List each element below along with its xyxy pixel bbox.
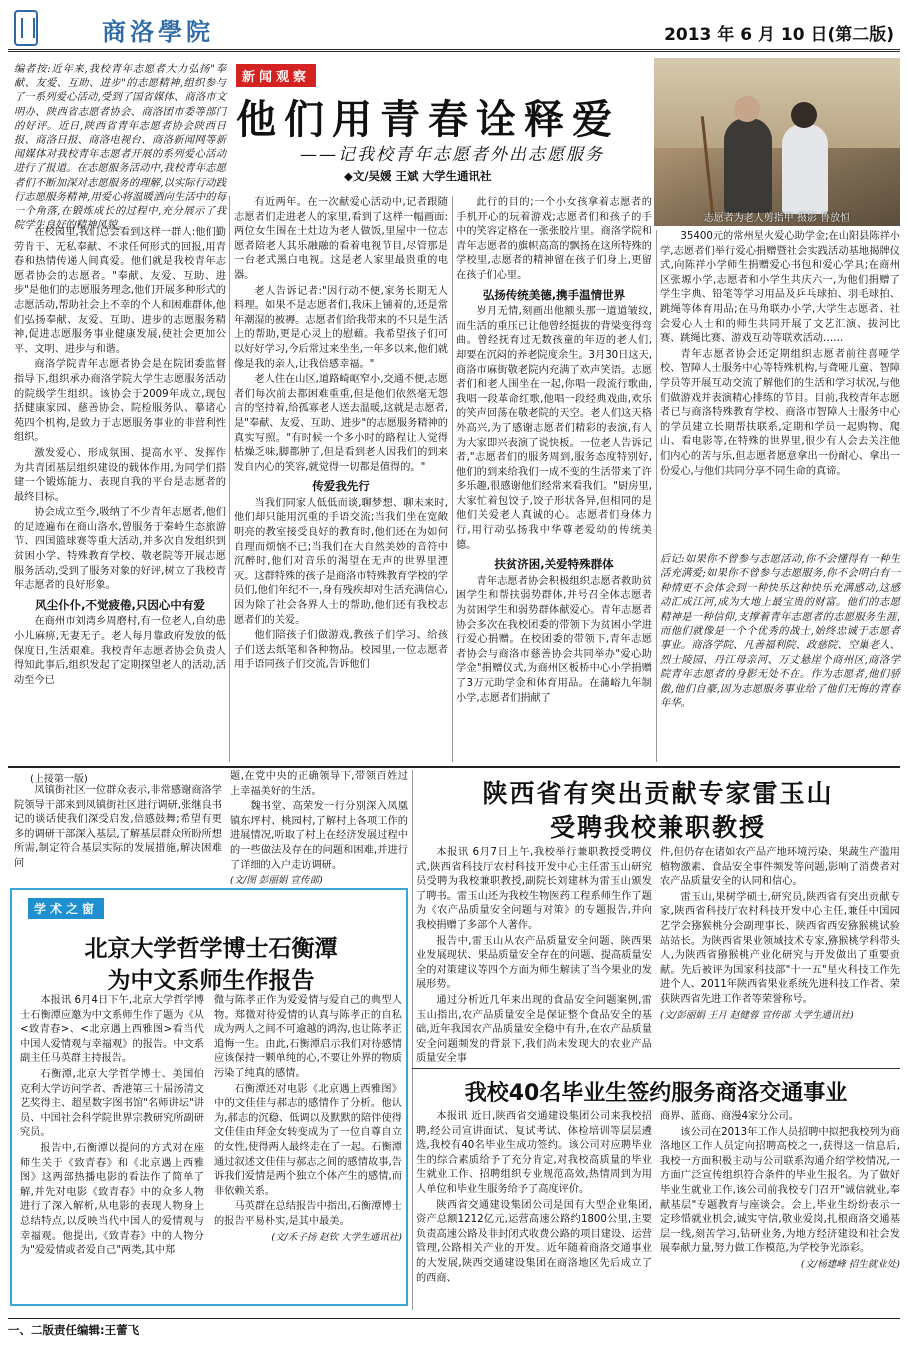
article-credit: (文/彭丽娟 王月 赵健蓉 宣传部 大学生通讯社) <box>660 1009 854 1021</box>
section-divider <box>8 766 900 768</box>
paragraph: 件,但仍存在诸如农产品产地环境污染、果蔬生产滥用植物激素、食品安全事件频发等问题,影响了消费者对农产品质量安全的认同和信心。 <box>660 847 900 888</box>
lei-column-2 <box>660 846 900 1062</box>
academic-column-1 <box>20 994 204 1300</box>
paragraph: 马英群在总结报告中指出,石衡潭博士的报告平易朴实,是其中最美。 <box>214 1201 402 1227</box>
column-divider <box>412 770 413 1310</box>
feature-column-3 <box>456 196 652 762</box>
paragraph: 雷玉山,果树学硕士,研究员,陕西省有突出贡献专家,陕西省科技厅农村科技开发中心主任,兼任中国园艺学会猕猴桃分会副理事长、陕西省西安猕猴桃试验站站长。为陕西省果业领域技术专家,猕猴桃学科带头人,为陕西省猕猴桃产业化研究与开发做出了重要贡献。先后被评为国家科技部"十一五"星火科技工作先进个人、2011年陕西省果业系统先进科技工作者、荣获陕西省先进工作者等荣誉称号。 <box>660 891 900 1005</box>
paragraph: 报告中,雷玉山从农产品质量安全问题、陕西果业发展现状、果品质量安全存在的问题、提高质量安全的对策建议等四个方面为师生解读了当今果业的发展形势。 <box>416 935 652 991</box>
photo-volunteer-head <box>791 102 817 128</box>
paragraph: 该公司在2013年工作人员招聘中拟把我校列为商洛地区工作人员定向招聘高校之一,获得这一信息后,我校一方面积极主动与公司联系沟通介绍学校情况,一方面广泛宣传组织符合条件的毕业生报名。为了做好毕业生就业工作,该公司前我校专门召开"诚信就业,奉献基层"专题教育与座谈会。会上,毕业生纷纷表示一定珍惜就业机会,诚实守信,敬业爱岗,扎根商洛交通基层一线,刻苦学习,钻研业务,为地方经济建设和社会发展奉献力量,努力做工作模范,为学校争光添彩。 <box>660 1126 900 1255</box>
paragraph: 青年志愿者协会积极组织志愿者救助贫困学生和帮扶弱势群体,并号召全体志愿者为贫困学生和弱势群体献爱心。青年志愿者协会多次在我校团委的带领下为贫困小学进行爱心捐赠。在校团委的带领下,青年志愿者协会与商洛市慈善协会共同举办"爱心助学金"捐赠仪式,为商州区板桥中心小学捐赠了3万元助学金和体育用品。在蒲峪九年制小学,志愿者们捐献了 <box>456 575 652 704</box>
paragraph: 此行的目的;一个小女孩拿着志愿者的手机开心的玩着游戏;志愿者们和孩子的手中的笑容定格在一张张胶片里。商洛学院和青年志愿者的旗帜高高的飘扬在这所特殊的学校里,志愿者的精神留在孩子们身上,更留在孩子们心里。 <box>456 197 652 281</box>
paragraph: 老人告诉记者:"因行动不便,家务长期无人料理。如果不是志愿者们,我床上铺着的,还是常年潮湿的被褥。志愿者们给我带来的不只是生活上的帮助,更是心灵上的慰藉。我希望孩子们可以好好学习,今后常过来坐坐,一年多以来,他们就像是我的亲人,让我倍感幸福。" <box>234 285 448 370</box>
feature-afterword: 后记:如果你不曾参与志愿活动,你不会懂得有一种生活充满爱;如果你不曾参与志愿服务,你不会明白有一种情更不会体会到一种快乐这种快乐充满感动,这感动汇成江河,成为大地上最宝贵的财富。他们的志愿精神是一种信仰,支撑着青年志愿者的志愿服务生涯,而他们就像是一个个优秀的战士,始终忠诚于志愿者事业。商洛学院、凡善福利院、政慈院、空巢老人、烈士陵园、丹江母亲河、万丈悬崖个商州区,商洛学院青年志愿者的身影无处不在。作为志愿者,他们骄傲,他们自豪,因为志愿服务事业给了他们无悔的青春年华。 <box>660 553 900 710</box>
article-credit: (文/杨建峰 招生就业处) <box>800 1258 900 1270</box>
subheading: 扶贫济困,关爱特殊群体 <box>494 557 614 572</box>
photo-caption: 志愿者为老人剪指甲 摄影 鲁放恒 <box>703 213 851 224</box>
paragraph: 本报讯 近日,陕西省交通建设集团公司来我校招聘,经公司宣讲面试、复试考试、体检培训等层层遴选,我校有40名毕业生成功签约。该公司对应聘毕业生的综合素质给予了充分肯定,对我校高质量的毕业生就业工作、招聘组织专业规范高效,热情周到为用人单位和毕业生服务给予了高度评价。 <box>416 1111 652 1195</box>
column-divider <box>656 230 657 762</box>
paragraph: 凤镇街社区一位群众表示,非常感谢商洛学院领导干部来到凤镇街社区进行调研,张继良书记的谈话使我们深受启发,倍感鼓舞;希望有更多的调研干部深入基层,了解基层群众所盼所想所需,制定符合基层实际的发展措施,解决困难问 <box>14 785 222 869</box>
feature-column-1 <box>14 226 226 762</box>
paragraph: 题,在党中央的正确领导下,带领百姓过上幸福美好的生活。 <box>230 771 408 797</box>
paragraph: 陕西省交通建设集团公司是国有大型企业集团,资产总额1212亿元,运营高速公路约1800公里,主要负责高速公路及非封闭式收费公路的项目建设、运营管理,公路相关产业的开发。近年随着商洛交通事业的大发展,陕西交通建设集团在商洛地区先后成立了的西商、 <box>416 1199 652 1284</box>
feature-column-2 <box>234 196 448 762</box>
paragraph: 在商州市刘湾乡周磨村,有一位老人,自幼患小儿麻痹,无妻无子。老人每月靠政府发放的低保度日,生活艰难。我校青年志愿者协会负责人得知此事后,组织发起了定期探望老人的活动,活动至今已 <box>14 616 226 686</box>
feature-headline: 他们用青春诠释爱 <box>236 97 620 143</box>
issue-date: 2013 年 6 月 10 日(第二版) <box>664 25 894 45</box>
paragraph: 商界、蓝商、商漫4家分公司。 <box>660 1111 799 1122</box>
paragraph: 石衡潭还对电影《北京遇上西雅图》中的文佳佳与郝志的感情作了分析。他认为,郝志的沉稳、低调以及默默的陪伴使得文佳佳由拜金女转变成为了一位自尊自立的女性,使得两人最终走在了一起。石衡潭通过叙述文佳佳与郝志之间的感情故事,告诉我们爱情是两个独立个体产生的感情,而非依赖关系。 <box>214 1083 402 1197</box>
paragraph: 报告中,石衡潭以提问的方式对在座师生关于《致青春》和《北京遇上西雅图》这两部热播电影的看法作了简单了解,并先对电影《致青春》中的众多人物进行了深入解析,从电影的表现人物身上总结特点,以反映当代中国人的爱情观与幸福观。他提出,《致青春》中的人物分为"爱爱情或者爱自己"两类,其中郑 <box>20 1142 204 1257</box>
paragraph: 微与陈孝正作为爱爱情与爱自己的典型人物。郑微对待爱情的认真与陈孝正的自私成为两人之间不可逾越的鸿沟,也让陈孝正追悔一生。由此,石衡潭启示我们对待感情应该保持一颗单纯的心,不要让外界的物质污染了纯真的感情。 <box>214 995 402 1079</box>
paragraph: 青年志愿者协会还定期组织志愿者前往喜哑学校、智障人士服务中心等特殊机构,与聋哑儿童、智障学员等开展互动交流了解他们的生活和学习状况,与他们做游戏并表演精心排练的节目。目前,我校青年志愿者已与商洛特殊教育学校、商洛市智障人士服务中心的学员建立长期帮扶联系,定期和学员一起购物、爬山、看电影等,在特殊的世界里,很少有人会去关注他们内心的苦与乐,但志愿者愿意拿出一份耐心、拿出一份爱心,与他们共同分享不同生命的真谛。 <box>660 348 900 477</box>
lei-headline-line1: 陕西省有突出贡献专家雷玉山 <box>482 779 834 808</box>
paragraph: 本报讯 6月7日上午,我校举行兼职教授受聘仪式,陕西省科技厅农村科技开发中心主任雷玉山研究员受聘为我校兼职教授,副院长刘建林为雷玉山颁发了聘书。雷玉山还为我校生物医药工程系师生作了题为《农产品质量安全问题与对策》的专题报告,并向我校捐赠了多部个人著作。 <box>416 847 652 931</box>
paragraph: 35400元的常州星火爱心助学金;在山阳县陈祥小学,志愿者们举行爱心捐赠暨社会实践活动基地揭牌仪式,向陈祥小学师生捐赠爱心书包和爱心学具;在商州区张塬小学,志愿者和小学生共庆六一,为他们捐赠了学生字典、铅笔等学习用品及乒乓球拍、羽毛球拍、跳绳等体育用品;在马角联办小学,大学生志愿者、社会爱心人士和的师生共同开展了文艺汇演、拔河比赛、跳绳比赛、游戏互动等联欢活动…… <box>660 231 900 345</box>
subheading: 风尘仆仆,不觉疲倦,只因心中有爱 <box>35 597 205 612</box>
subheading: 传爱我先行 <box>312 479 370 494</box>
lei-headline-line2: 受聘我校兼职教授 <box>549 813 766 842</box>
jiaotong-column-1 <box>416 1110 652 1310</box>
feature-column-4 <box>660 230 900 548</box>
photo-background <box>654 58 900 148</box>
photo-volunteer <box>782 124 828 214</box>
jiaotong-column-2 <box>660 1110 900 1310</box>
article-credit: (文/图 彭丽娟 宣传部) <box>230 875 323 887</box>
academic-window-box <box>10 888 408 1306</box>
masthead-ornament-icon <box>14 10 38 46</box>
paragraph: 通过分析近几年来出现的食品安全问题案例,雷玉山指出,农产品质量安全是保证整个食品安全的基础,近年我国农产品质量安全稳中有升,在农产品质量安全问题频发的背景下,我们尚未发现大的农业产品质量安全事 <box>416 994 652 1065</box>
paragraph: 激发爱心、形成氛围、提高水平、发挥作为共青团基层组织建设的载体作用,为同学们搭建一个锻炼能力、表现自我的平台是志愿者的最终目标。 <box>14 447 226 503</box>
paragraph: 魏书堂、高荣发一行分别深入凤凰镇东坪村、桃园村,了解村上各项工作的进展情况,听取了村上在经济发展过程中的一些做法及存在的问题和困难,并进行了详细的入户走访调研。 <box>230 801 408 871</box>
paragraph: 岁月无情,刻画出他额头那一道道皱纹,而生活的重压已让他曾经挺拔的背梁变得弯曲。曾经抚育过无数孩童的年迈的老人们,却要在沉闷的养老院度余生。3月30日这天,商洛市麻街敬老院内充满了欢声笑语。志愿者们和老人围坐在一起,你唱一段流行歌曲,我唱一段革命红歌,他唱一段经典戏曲,欢乐的笑声回荡在敬老院的天空。老人们这天格外高兴,为了感谢志愿者们精彩的表演,有人为大家即兴表演了说快板。一位老人告诉记者,"志愿者们的服务周到,服务态度特别好,他们的到来给我们一成不变的生活带来了许多乐趣,很感谢他们经常来看我们。"厨房里,大家忙着包饺子,饺子形状各异,但相同的是他们关爱老人真诚的心。志愿者们身体力行,用行动弘扬我中华尊老爱幼的传统美德。 <box>456 306 652 551</box>
section-tag-news: 新闻观察 <box>236 64 316 87</box>
academic-column-2 <box>214 994 402 1300</box>
page-footer: 一、二版责任编辑:王蕾飞 <box>8 1318 900 1338</box>
column-divider <box>452 196 453 762</box>
paragraph: 石衡潭,北京大学哲学博士、美国伯克利大学访问学者、香港第三十届汤清文艺奖得主、超星数字图书馆"名师讲坛"讲员、中国社会科学院世界宗教研究所副研究员。 <box>20 1068 204 1139</box>
column-divider <box>229 196 230 762</box>
continued-column-1 <box>14 784 222 882</box>
feature-photo <box>654 58 900 226</box>
academic-headline-line1: 北京大学哲学博士石衡潭 <box>84 936 338 962</box>
paragraph: 老人住在山区,道路崎岖窄小,交通不便,志愿者们每次前去都困难重重,但是他们依然毫无怨言的坚持着,给孤寡老人送去温暖,这就是志愿者,是"奉献、友爱、互助、进步"的志愿服务精神的真实写照。"有时候一个多小时的路程让人觉得枯燥乏味,脚都肿了,但是看到老人因我们的到来发自内心的笑容,就觉得一切都是值得的。" <box>234 374 448 473</box>
paragraph: 本报讯 6月4日下午,北京大学哲学博士石衡潭应邀为中文系师生作了题为《从<致青春>、<北京遇上西雅图>看当代中国人爱情观与幸福观》的报告。中文系副主任马英群主持报告。 <box>20 995 204 1065</box>
photo-elderly-man <box>724 118 772 213</box>
paragraph: 他们陪孩子们做游戏,教孩子们学习、给孩子们送去纸笔和各种物品。校园里,一位志愿者用手语同孩子们交流,告诉他们 <box>234 630 448 671</box>
newspaper-logo: 商洛學院 <box>102 17 214 46</box>
paragraph: 协会成立至今,吸纳了不少青年志愿者,他们的足迹遍布在商山洛水,曾服务于秦岭生态旅游节、四国篮球赛等重大活动,并多次自发组织到贫困小学、特殊教育学校、敬老院等开展志愿服务活动,受到了服务对象的好评,树立了我校青年志愿者的良好形象。 <box>14 507 226 592</box>
section-divider <box>412 1068 900 1069</box>
paragraph: 有近两年。在一次献爱心活动中,记者跟随志愿者们走进老人的家里,看到了这样一幅画面:两位女生围在土灶边为老人做饭,里屋中一位志愿者陪老人其乐融融的看着电视节目,尽管那是一台老式黑白电视。这是老人家里最贵重的电器。 <box>234 197 448 281</box>
masthead <box>8 6 900 52</box>
academic-headline-line2: 为中文系师生作报告 <box>107 968 315 994</box>
paragraph: 当我们同家人低低而谈,聊梦想、聊未来时,他们却只能用沉重的手语交流;当我们坐在宽敞明亮的教室接受良好的教育时,他们还在为如何自理而烦恼不已;当我们在大自然美妙的音符中沉醉时,他们对音乐的渴望在无声的世界里湮灭。这群特殊的孩子是商洛市特殊教育学校的学员们,他们年纪不一,身有残疾却对生活充满信心,因为除了社会各界人士的帮助,他们还有我校志愿者们的关爱。 <box>234 497 448 626</box>
jiaotong-headline: 我校40名毕业生签约服务商洛交通事业 <box>464 1081 848 1106</box>
paragraph: 在校园里,我们总会看到这样一群人:他们勤劳肯干、无私奉献、不求任何形式的回报,用青春和热情传递人间真爱。他们就是我校青年志愿者协会的志愿者。"奉献、友爱、互助、进步"是他们的志愿服务理念,他们开展多种形式的志愿活动,帮助社会上不幸的个人和困难群体,他们弘扬奉献、友爱、互助、进步的志愿服务精神,促进志愿服务事业健康发展,使社会更加公平、文明、进步与和谐。 <box>14 227 226 355</box>
paragraph: 商洛学院青年志愿者协会是在院团委监督指导下,组织承办商洛学院大学生志愿服务活动的院级学生组织。该协会于2009年成立,现包括健康家园、慈善协会、院检服务队、摹诸心苑四个机构,是致力于志愿服务事业的非营利性组织。 <box>14 359 226 444</box>
lei-column-1 <box>416 846 652 1065</box>
feature-byline: ◆文/吴媛 王斌 大学生通讯社 <box>344 169 492 183</box>
editor-note: 编者按:近年来,我校青年志愿者大力弘扬"奉献、友爱、互助、进步"的志愿精神,组织参与了一系列爱心活动,受到了国省媒体、商洛市文明办、陕西省志愿者协会、商洛团市委等部门的好评。近日,陕西省青年志愿者协会陕西日报、商洛日报、商洛电视台、商洛新闻网等新闻媒体对我校青年志愿者开展的系列爱心活动进行了报道。在志愿服务活动中,我校青年志愿者们不断加深对志愿服务的理解,以实际行动践行志愿服务精神,用爱心将温暖洒向生活中的每一个角落,在锻炼成长的过程中,充分展示了我院学生良好的精神风貌。 <box>14 63 226 232</box>
feature-subtitle: ——记我校青年志愿者外出志愿服务 <box>300 145 604 165</box>
subheading: 弘扬传统美德,携手温情世界 <box>482 287 626 302</box>
article-credit: (文/禾子扬 赵钦 大学生通讯社) <box>271 1231 402 1243</box>
continued-label: (上接第一版) <box>30 774 88 785</box>
photo-elderly-man-head <box>734 96 760 122</box>
continued-column-2 <box>230 770 408 887</box>
section-tag-academic: 学术之窗 <box>28 898 104 919</box>
